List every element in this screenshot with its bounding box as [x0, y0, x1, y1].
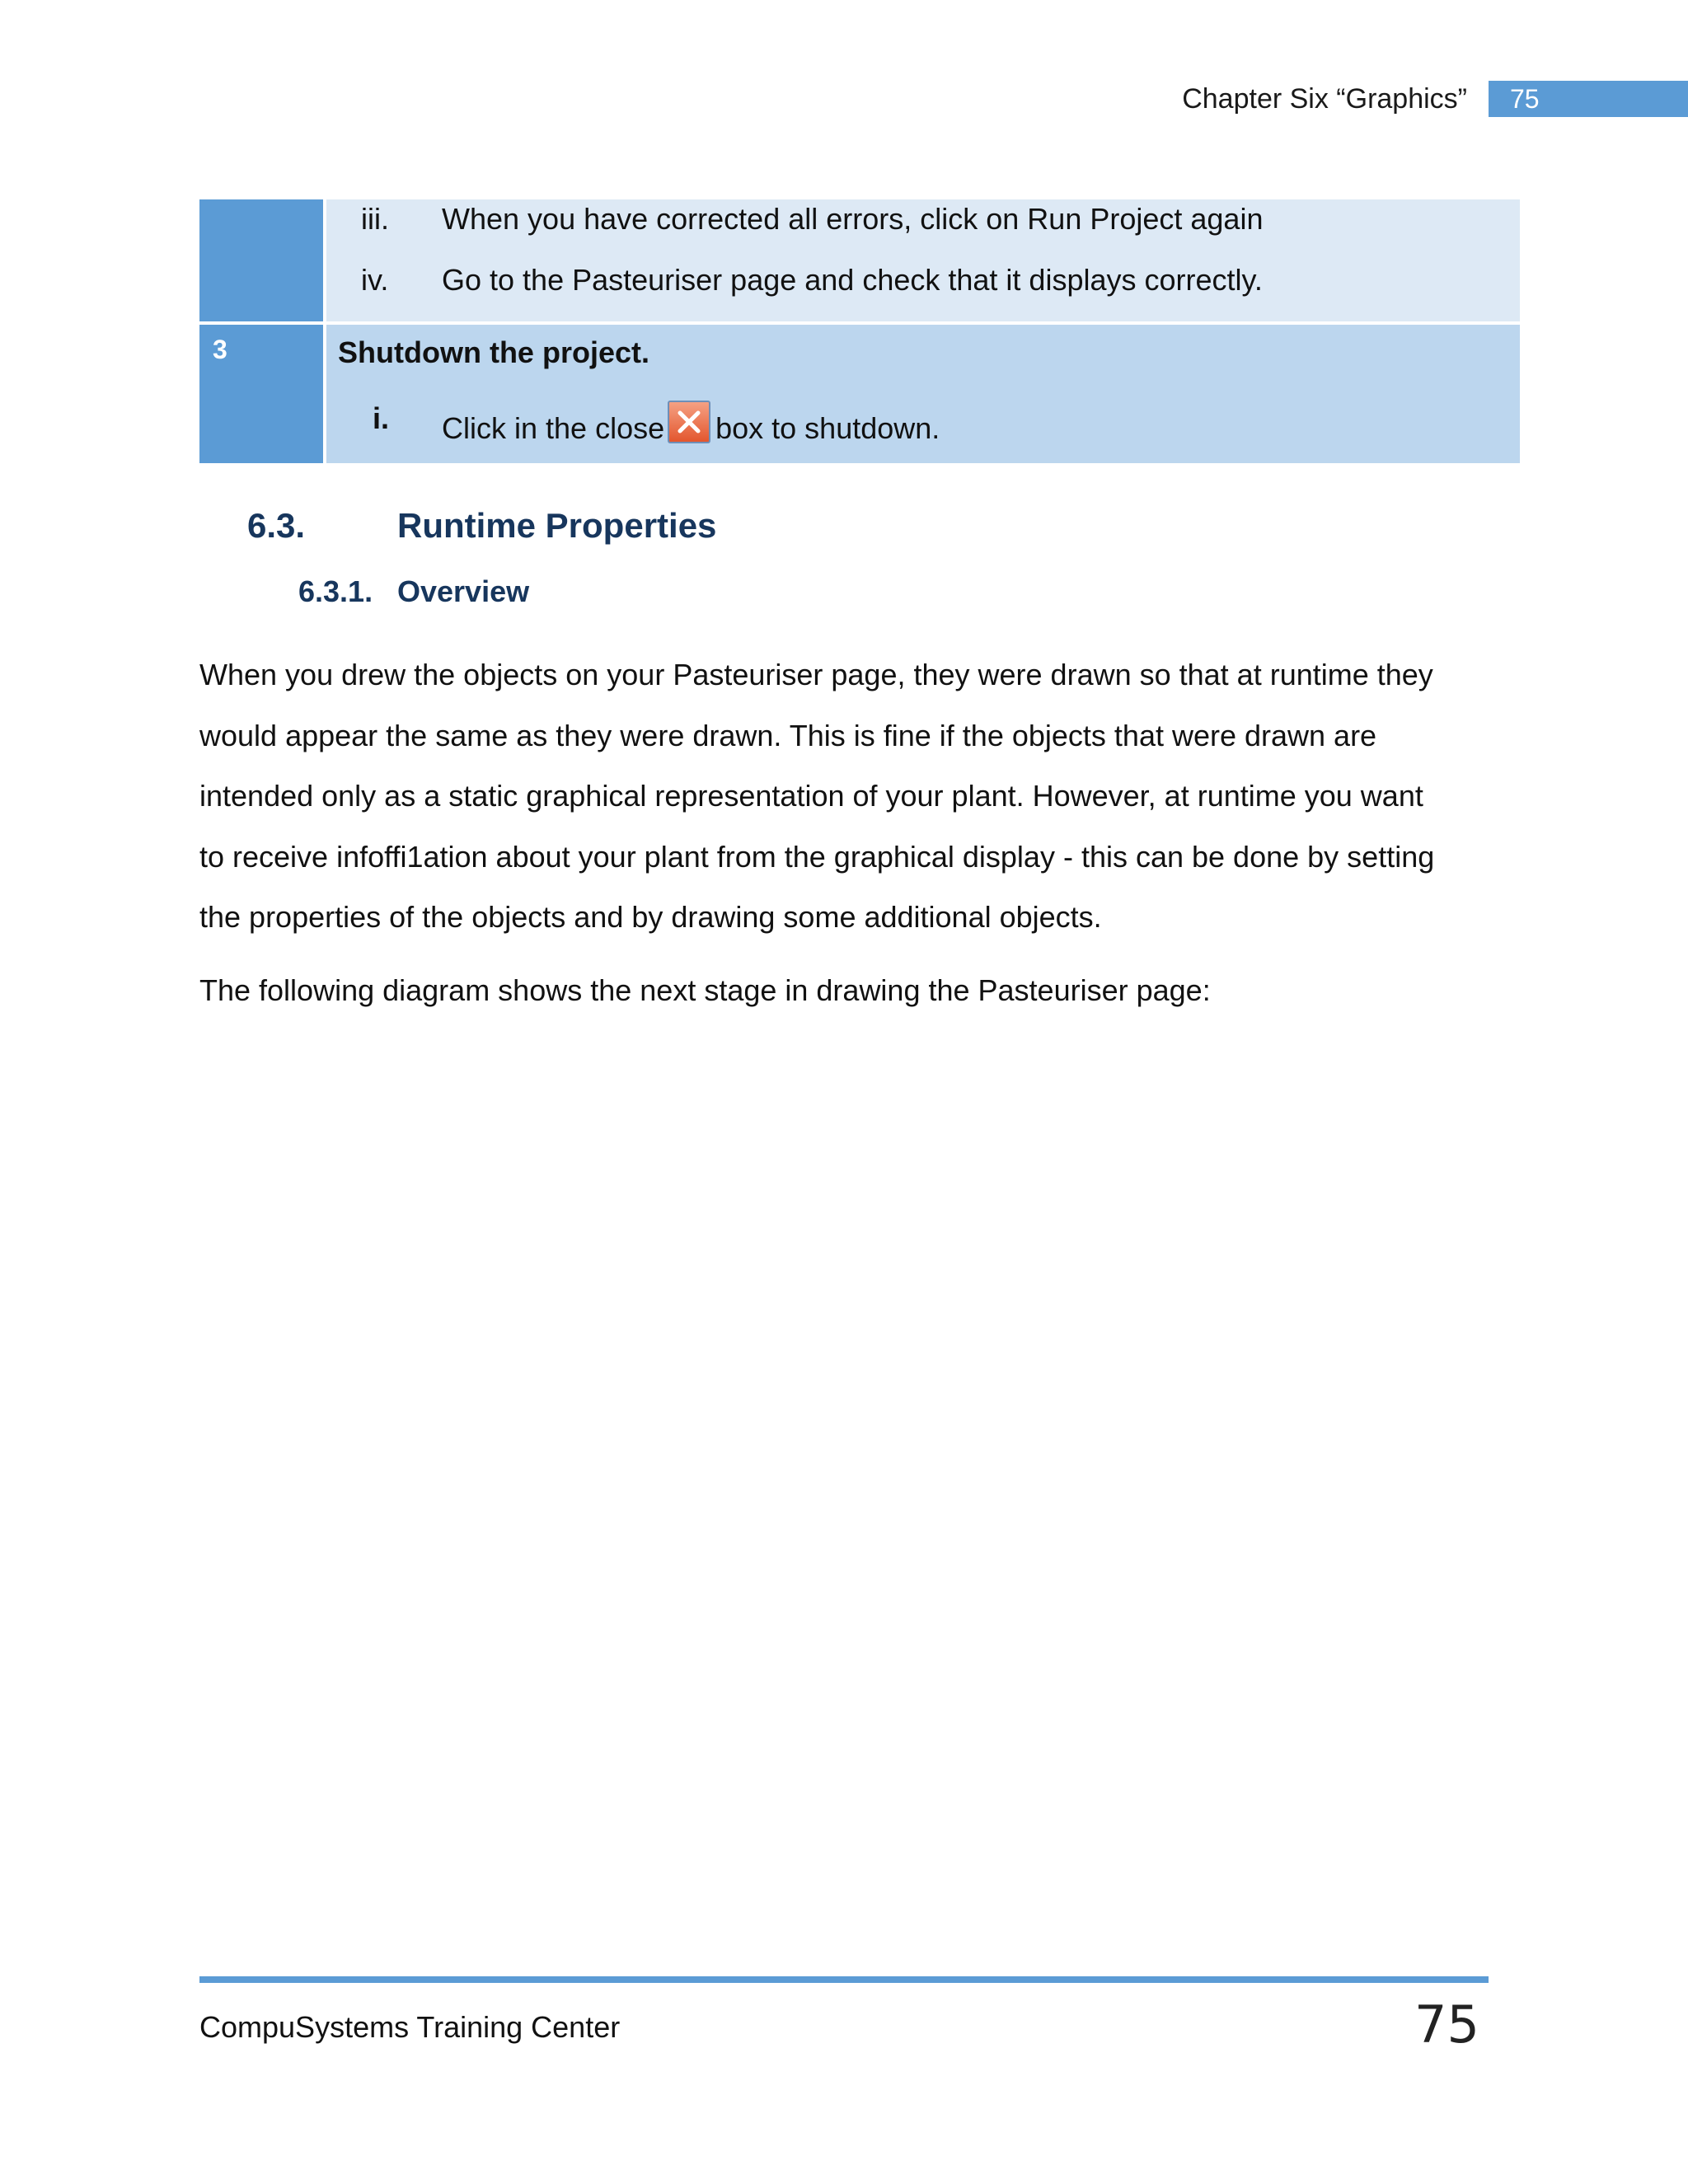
paragraph-line: When you drew the objects on your Pasteuriser page, they were drawn so that at runtime they [199, 658, 1433, 691]
list-item-text: When you have corrected all errors, click on Run Project again [442, 202, 1264, 236]
list-item-marker: i. [373, 401, 390, 435]
list-item-text: Go to the Pasteuriser page and check that it displays correctly. [442, 263, 1263, 297]
header-page-number: 75 [1489, 81, 1688, 117]
steps-row [199, 199, 1520, 321]
paragraph-line: would appear the same as they were drawn. This is fine if the objects that were drawn are [199, 718, 1377, 752]
step-number-cell: 3 [199, 325, 323, 463]
overview-paragraph [199, 644, 1518, 948]
list-item-marker: iii. [361, 202, 389, 236]
paragraph-line: the properties of the objects and by drawing some additional objects. [199, 900, 1102, 934]
subsection-number: 6.3.1. [298, 574, 373, 608]
footer-divider [199, 1976, 1489, 1983]
diagram-intro-paragraph: The following diagram shows the next stage in drawing the Pasteuriser page: [199, 973, 1211, 1007]
section-title: Runtime Properties [397, 506, 717, 545]
steps-row [199, 321, 1520, 463]
step-title: Shutdown the project. [338, 335, 649, 369]
list-item-marker: iv. [361, 263, 389, 297]
paragraph-line: intended only as a static graphical representation of your plant. However, at runtime you want [199, 779, 1423, 813]
footer-organization: CompuSystems Training Center [199, 2010, 621, 2044]
step-body [323, 325, 1520, 463]
step-number-cell [199, 199, 323, 321]
footer-page-number: 75 [1414, 1994, 1479, 2055]
list-item-text [442, 401, 940, 447]
list-item-text-after: box to shutdown. [715, 411, 940, 445]
section-number: 6.3. [247, 506, 306, 545]
paragraph-line: to receive infoffi1ation about your plant from the graphical display - this can be done by setting [199, 839, 1435, 874]
steps-table [199, 199, 1520, 463]
chapter-header-title: Chapter Six “Graphics” [1182, 83, 1467, 115]
list-item-text-before: Click in the close [442, 411, 665, 445]
subsection-title: Overview [397, 574, 530, 608]
close-icon [668, 401, 710, 443]
step-body [323, 199, 1520, 321]
